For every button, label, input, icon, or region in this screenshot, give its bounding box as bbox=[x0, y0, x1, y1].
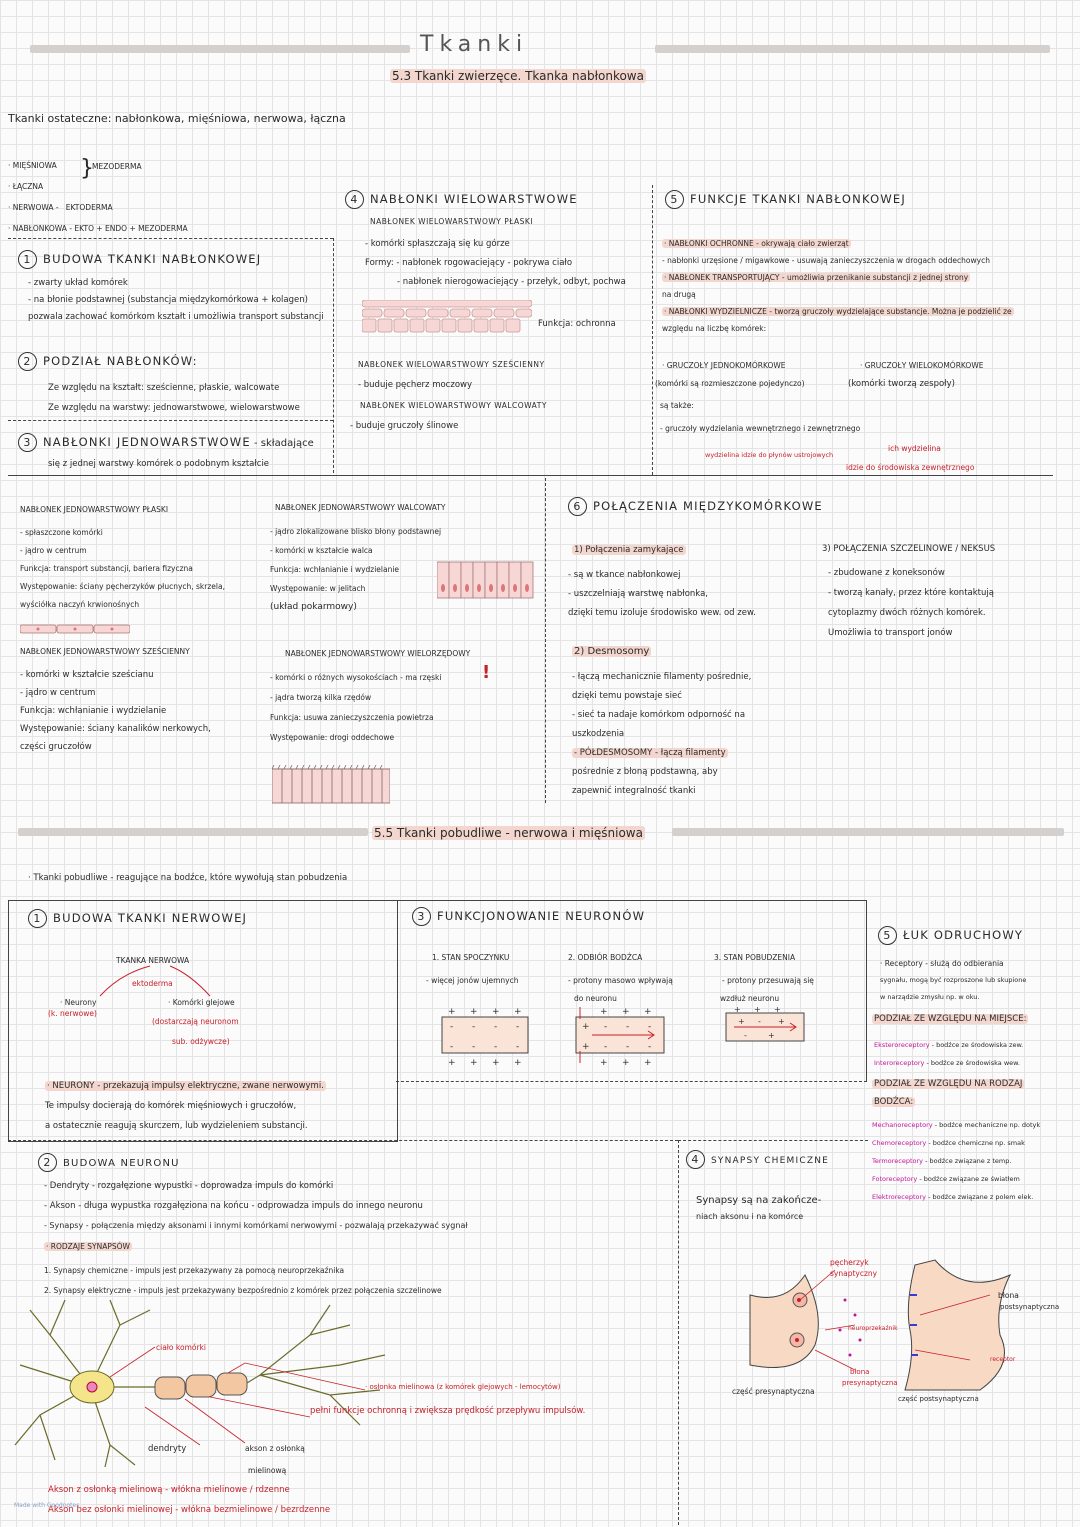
wielo-szescienny-text: - buduje pęcherz moczowy bbox=[358, 380, 472, 390]
intro-list: · MIĘŚNIOWA · ŁĄCZNA · NERWOWA - EKTODERMA · NABŁONKOWA - EKTO + ENDO + MEZODERMA bbox=[8, 161, 188, 233]
label-pecherzyk-2: synaptyczny bbox=[830, 1269, 878, 1278]
gruczoly-wielo: · GRUCZOŁY WIELOKOMÓRKOWE bbox=[860, 361, 984, 370]
svg-text:+: + bbox=[738, 1017, 745, 1026]
gruczoly-jedno: · GRUCZOŁY JEDNOKOMÓRKOWE bbox=[662, 361, 786, 370]
simple-squamous-drawing bbox=[20, 620, 130, 632]
label-blona-pre: błona bbox=[850, 1368, 870, 1376]
svg-text:+: + bbox=[514, 1007, 522, 1017]
wielo-walcowaty-title: NABŁONEK WIELOWARSTWOWY WALCOWATY bbox=[360, 401, 547, 410]
note-zewnetrzne-2: idzie do środowiska zewnętrznego bbox=[846, 463, 975, 472]
odbior-bodzca-sub2: do neuronu bbox=[574, 994, 617, 1003]
neurony-sub: (k. nerwowe) bbox=[48, 1009, 97, 1018]
neuron-rest-drawing bbox=[440, 1005, 530, 1067]
pobudliwe-line: · Tkanki pobudliwe - reagujące na bodźce, które wywołują stan pobudzenia bbox=[28, 873, 348, 883]
neuron-drawing bbox=[10, 1295, 390, 1470]
label-blona-post: błona bbox=[998, 1291, 1019, 1300]
gruczoly-jedno-sub: (komórki są rozmieszczone pojedynczo) bbox=[655, 379, 805, 388]
svg-text:-: - bbox=[472, 1042, 476, 1052]
akson-bottom: Akson z osłonką mielinową - włókna mielinowe / rdzenne Akson bez osłonki mielinowej - włókna bezmielinowe / bezrdzenne bbox=[48, 1485, 331, 1515]
label-akson-2: mielinową bbox=[248, 1466, 287, 1475]
heading-wielowarstwowe: 4 NABŁONKI WIELOWARSTWOWE bbox=[345, 190, 578, 209]
wielo-szescienny-title: NABŁONEK WIELOWARSTWOWY SZEŚCIENNY bbox=[358, 360, 545, 369]
rodzaj-list: Mechanoreceptory - bodźce mechaniczne np. dotyk Chemoreceptory - bodźce chemiczne np. smak Termoreceptory - bodźce związane z temp. Fotoreceptory - bodźce związane ze światłem Elektroreceptory - bodźce związane z polem elek. bbox=[872, 1121, 1041, 1201]
miejsce-list: Eksteroreceptory - bodźce ze środowiska zew. Interoreceptory - bodźce ze środowiska wew. bbox=[874, 1041, 1024, 1067]
svg-text:-: - bbox=[494, 1042, 498, 1052]
svg-text:+: + bbox=[754, 1005, 761, 1014]
wielo-walcowaty-text: - buduje gruczoły ślinowe bbox=[350, 421, 459, 431]
svg-text:-: - bbox=[604, 1042, 608, 1052]
heading-budowa-neuronu: 2 BUDOWA NEURONU bbox=[38, 1153, 180, 1172]
note-zewnetrzne-1: ich wydzielina bbox=[888, 444, 941, 453]
label-oslonka: · osłonka mielinowa (z komórek glejowych - lemocytów) bbox=[365, 1383, 561, 1391]
divider bbox=[678, 1140, 679, 1525]
svg-text:+: + bbox=[448, 1007, 456, 1017]
gruczoly-wielo-sub: (komórki tworzą zespoły) bbox=[848, 379, 955, 389]
header-band-right bbox=[655, 45, 1050, 53]
wielo-plaski-text: - komórki spłaszczają się ku górze Formy: - nabłonek rogowaciejący - pokrywa ciało - nabłonek nierogowaciejący - przełyk, odbyt, pochwa bbox=[365, 239, 626, 287]
watermark: Made with Goodnotes bbox=[14, 1502, 80, 1509]
svg-text:-: - bbox=[604, 1022, 608, 1032]
label-czesc-post: część postsynaptyczna bbox=[898, 1395, 979, 1403]
receptory-text: · Receptory - służą do odbierania sygnału, mogą być rozproszone lub skupione w narządzie zmysłu np. w oku. bbox=[880, 959, 1027, 1001]
svg-text:-: - bbox=[626, 1022, 630, 1032]
header-band-left bbox=[30, 45, 410, 53]
label-pelni: pełni funkcje ochronną i zwiększa prędkość przepływu impulsów. bbox=[310, 1406, 586, 1416]
jw-szescienny-text: - komórki w kształcie sześcianu - jądro w centrum Funkcja: wchłanianie i wydzielanie Występowanie: ściany kanalików nerkowych, części gruczołów bbox=[20, 670, 211, 752]
brace: } bbox=[80, 156, 94, 181]
tree-lines bbox=[60, 964, 260, 1000]
jw-walcowaty-title: NABŁONEK JEDNOWARSTWOWY WALCOWATY bbox=[275, 503, 446, 512]
label-akson: akson z osłonką bbox=[245, 1444, 305, 1453]
wielo-plaski-title: NABŁONEK WIELOWARSTWOWY PŁASKI bbox=[370, 217, 533, 226]
label-cialo: ciało komórki bbox=[156, 1343, 206, 1352]
svg-text:-: - bbox=[450, 1022, 454, 1032]
simple-columnar-drawing bbox=[437, 560, 537, 600]
svg-text:+: + bbox=[768, 1031, 775, 1040]
podzial-rodzaj: PODZIAŁ ZE WZGLĘDU NA RODZAJ BODŹCA: bbox=[874, 1079, 1023, 1107]
svg-text:+: + bbox=[600, 1058, 608, 1067]
synapsy-text: Synapsy są na zakończe- niach aksonu i na komórce bbox=[696, 1195, 822, 1221]
section-title-2: 5.5 Tkanki pobudliwe - nerwowa i mięśniowa bbox=[374, 826, 643, 840]
jw-walcowaty-text: - jądro zlokalizowane blisko błony podstawnej - komórki w kształcie walca Funkcja: wchłanianie i wydzielanie Występowanie: w jelitach (układ pokarmowy) bbox=[270, 527, 442, 612]
page-title: Tkanki bbox=[420, 32, 529, 57]
svg-text:+: + bbox=[448, 1058, 456, 1067]
divider bbox=[545, 478, 546, 803]
stan-pobudzenia: 3. STAN POBUDZENIA bbox=[714, 953, 796, 962]
tkanka-nerwowa-label: TKANKA NERWOWA bbox=[116, 956, 190, 965]
heading-polaczenia: 6 POŁĄCZENIA MIĘDZYKOMÓRKOWE bbox=[568, 497, 823, 516]
rodzaje-synapsow: · RODZAJE SYNAPSÓW bbox=[46, 1242, 130, 1251]
rodzaje-text: 1. Synapsy chemiczne - impuls jest przekazywany za pomocą neuroprzekaźnika 2. Synapsy elektryczne - impuls jest przekazywany bezpośrednio z komórek przez połączenia szczelinowe bbox=[44, 1266, 442, 1295]
label-pecherzyk: pęcherzyk bbox=[830, 1258, 869, 1267]
svg-text:-: - bbox=[472, 1022, 476, 1032]
divider bbox=[8, 238, 333, 239]
label-receptor: receptor bbox=[990, 1356, 1016, 1363]
wielo-funkcja: Funkcja: ochronna bbox=[538, 319, 616, 329]
section-band-right bbox=[672, 828, 1064, 836]
divider bbox=[333, 238, 334, 473]
svg-text:+: + bbox=[582, 1022, 590, 1032]
gruczoly-takze: są także: bbox=[660, 401, 694, 410]
jednowarstwowe-sub: się z jednej warstwy komórek o podobnym kształcie bbox=[48, 459, 270, 469]
divider bbox=[8, 475, 1053, 476]
label-dendryty: dendryty bbox=[148, 1444, 187, 1454]
svg-text:+: + bbox=[600, 1007, 608, 1017]
label-blona-post-2: postsynaptyczna bbox=[1000, 1303, 1060, 1311]
jw-plaski-text: - spłaszczone komórki - jądro w centrum Funkcja: transport substancji, bariera fizyczna Występowanie: ściany pęcherzyków płucnych, skrzela, wyściółka naczyń krwionośnych bbox=[20, 528, 225, 609]
svg-text:-: - bbox=[744, 1031, 747, 1040]
svg-text:+: + bbox=[622, 1007, 630, 1017]
divider bbox=[652, 185, 653, 475]
stratified-squamous-drawing bbox=[362, 300, 532, 334]
heading-luk: 5 ŁUK ODRUCHOWY bbox=[878, 926, 1023, 945]
odbior-bodzca: 2. ODBIÓR BODŹCA bbox=[568, 953, 643, 962]
label-blona-pre-2: presynaptyczna bbox=[842, 1379, 898, 1387]
svg-text:-: - bbox=[450, 1042, 454, 1052]
svg-text:+: + bbox=[774, 1005, 781, 1014]
svg-text:-: - bbox=[758, 1017, 761, 1026]
svg-text:-: - bbox=[516, 1022, 520, 1032]
svg-text:+: + bbox=[622, 1058, 630, 1067]
ektoderma-label: ektoderma bbox=[132, 979, 173, 988]
heading-budowa: 1 BUDOWA TKANKI NABŁONKOWEJ bbox=[18, 250, 261, 269]
pseudostratified-drawing bbox=[272, 765, 390, 805]
section-band-left bbox=[18, 828, 368, 836]
label-neuroprzekaznik: neuroprzekaźnik bbox=[848, 1325, 898, 1332]
exclamation-icon: ! bbox=[482, 662, 491, 683]
divider bbox=[8, 1140, 678, 1141]
svg-text:+: + bbox=[492, 1058, 500, 1067]
svg-text:-: - bbox=[494, 1022, 498, 1032]
svg-text:+: + bbox=[470, 1058, 478, 1067]
jw-szescienny-title: NABŁONEK JEDNOWARSTWOWY SZEŚCIENNY bbox=[20, 647, 190, 656]
svg-text:+: + bbox=[470, 1007, 478, 1017]
polaczenia-c-title: 3) POŁĄCZENIA SZCZELINOWE / NEKSUS bbox=[822, 544, 996, 554]
jw-wielorzedowy-text: - komórki o różnych wysokościach - ma rzęski - jądra tworzą kilka rzędów Funkcja: usuwa zanieczyszczenia powietrza Występowanie: drogi oddechowe bbox=[270, 673, 442, 742]
intro-line: Tkanki ostateczne: nabłonkowa, mięśniowa, nerwowa, łączna bbox=[8, 112, 346, 125]
brace-label: MEZODERMA bbox=[92, 162, 142, 171]
stan-pobudzenia-sub: - protony przesuwają się bbox=[722, 976, 814, 985]
section-title-1: 5.3 Tkanki zwierzęce. Tkanka nabłonkowa bbox=[392, 69, 644, 83]
svg-text:+: + bbox=[778, 1017, 785, 1026]
polaczenia-a-title: 1) Połączenia zamykające bbox=[574, 545, 684, 555]
heading-podzial: 2 PODZIAŁ NABŁONKÓW: bbox=[18, 352, 198, 371]
svg-text:-: - bbox=[626, 1042, 630, 1052]
svg-text:-: - bbox=[516, 1042, 520, 1052]
svg-text:-: - bbox=[648, 1022, 652, 1032]
polaczenia-c-text: - zbudowane z koneksonów - tworzą kanały, przez które kontaktują cytoplazmy dwóch różnych komórek. Umożliwia to transport jonów bbox=[828, 568, 994, 638]
polaczenia-b-title: 2) Desmosomy bbox=[574, 646, 650, 657]
glejowe-label: · Komórki glejowe bbox=[168, 998, 235, 1007]
heading-funkcje: 5 FUNKCJE TKANKI NABŁONKOWEJ bbox=[665, 190, 906, 209]
svg-text:+: + bbox=[514, 1058, 522, 1067]
polaczenia-b-text: - łączą mechanicznie filamenty pośrednie, dzięki temu powstaje sieć - sieć ta nadaje komórkom odporność na uszkodzenia - PÓŁDESMOSOMY - łączą filamenty pośrednie z błoną podstawną, aby zapewnić integralność tkanki bbox=[572, 672, 752, 796]
divider bbox=[8, 420, 333, 421]
heading-jednowarstwowe: 3 NABŁONKI JEDNOWARSTWOWE - składające bbox=[18, 433, 314, 452]
budowa-text: - zwarty układ komórek - na błonie podstawnej (substancja międzykomórkowa + kolagen) pozwala zachować komórkom kształt i umożliwia transport substancji bbox=[28, 278, 324, 322]
svg-text:+: + bbox=[492, 1007, 500, 1017]
glejowe-sub: (dostarczają neuronom bbox=[152, 1017, 239, 1026]
svg-text:+: + bbox=[644, 1058, 652, 1067]
heading-funkcjonowanie: 3 FUNKCJONOWANIE NEURONÓW bbox=[412, 907, 645, 926]
podzial-miejsce: PODZIAŁ ZE WZGLĘDU NA MIEJSCE: bbox=[874, 1014, 1027, 1024]
stan-spoczynku-sub: - więcej jonów ujemnych bbox=[426, 976, 519, 985]
odbior-bodzca-sub: - protony masowo wpływają bbox=[568, 976, 673, 985]
jw-plaski-title: NABŁONEK JEDNOWARSTWOWY PŁASKI bbox=[20, 505, 169, 514]
svg-text:+: + bbox=[582, 1042, 590, 1052]
note-wewnetrzne: wydzielina idzie do płynów ustrojowych bbox=[705, 451, 834, 459]
neuron-stimulus-drawing bbox=[574, 1005, 666, 1067]
podzial-text: Ze względu na kształt: sześcienne, płaskie, walcowate Ze względu na warstwy: jednowarstwowe, wielowarstwowe bbox=[48, 383, 300, 413]
stan-pobudzenia-sub2: wzdłuż neuronu bbox=[720, 994, 780, 1003]
stan-spoczynku: 1. STAN SPOCZYNKU bbox=[432, 953, 510, 962]
svg-text:-: - bbox=[648, 1042, 652, 1052]
funkcje-text: · NABŁONKI OCHRONNE - okrywają ciało zwierząt - nabłonki urzęsione / migawkowe - usuwają zanieczyszczenia w drogach oddechowych · NABŁONEK TRANSPORTUJĄCY - umożliwia przenikanie substancji z jednej strony na drugą · NABŁONKI WYDZIELNICZE - tworzą gruczoły wydzielające substancje. Można je podzielić ze względu na liczbę komórek: bbox=[662, 239, 1012, 333]
heading-synapsy: 4 SYNAPSY CHEMICZNE bbox=[686, 1150, 829, 1169]
svg-text:+: + bbox=[734, 1005, 741, 1014]
budowa-neuronu-text: - Dendryty - rozgałęzione wypustki - doprowadza impuls do komórki - Akson - długa wypustka rozgałęziona na końcu - odprowadza impuls do innego neuronu - Synapsy - połączenia między aksonami i innymi komórkami nerwowymi - pozwalają przekazywać sygnał bbox=[44, 1181, 468, 1230]
neurony-label: · Neurony bbox=[60, 998, 97, 1007]
label-czesc-pre: część presynaptyczna bbox=[732, 1387, 815, 1396]
polaczenia-a-text: - są w tkance nabłonkowej - uszczelniają warstwę nabłonka, dzięki temu izoluje środowisko wew. od zew. bbox=[568, 570, 756, 618]
svg-text:+: + bbox=[644, 1007, 652, 1017]
neuron-excited-drawing bbox=[724, 1005, 806, 1045]
divider bbox=[678, 1140, 868, 1141]
heading-tkanka-nerwowa: 1 BUDOWA TKANKI NERWOWEJ bbox=[28, 909, 247, 928]
glejowe-sub2: sub. odżywcze) bbox=[172, 1037, 230, 1046]
jw-wielorzedowy-title: NABŁONEK JEDNOWARSTWOWY WIELORZĘDOWY bbox=[285, 649, 471, 658]
neurony-text: · NEURONY - przekazują impulsy elektryczne, zwane nerwowymi. Te impulsy docierają do komórek mięśniowych i gruczołów, a ostatecznie reagują skurczem, lub wydzieleniem substancji. bbox=[45, 1081, 324, 1131]
gruczoly-wydzielania: - gruczoły wydzielania wewnętrznego i zewnętrznego bbox=[660, 424, 861, 433]
